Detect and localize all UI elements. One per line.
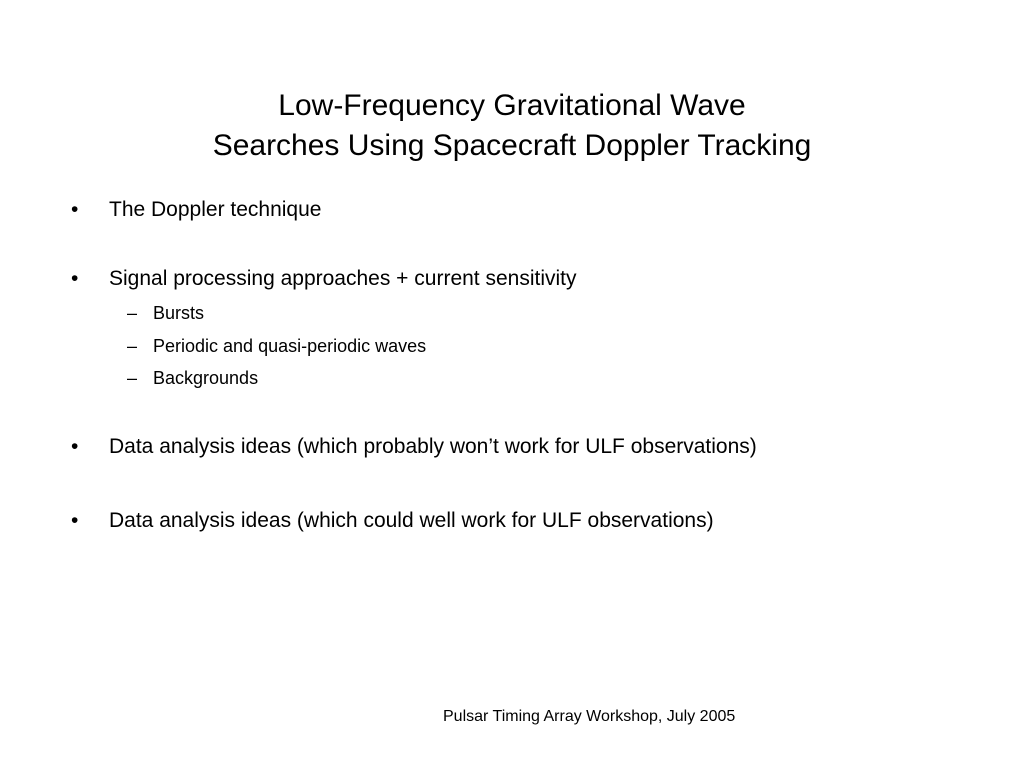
bullet-marker: •	[71, 267, 79, 290]
dash-marker: –	[127, 336, 138, 356]
bullet-text: Data analysis ideas (which probably won’t work for ULF observations)	[109, 435, 757, 458]
title-line-2: Searches Using Spacecraft Doppler Tracking	[212, 129, 812, 162]
bullet-marker: •	[71, 198, 79, 221]
title-line-1: Low-Frequency Gravitational Wave	[278, 89, 746, 122]
bullet-text: Data analysis ideas (which could well work for ULF observations)	[109, 509, 714, 532]
bullet-text: Signal processing approaches + current sensitivity	[109, 267, 577, 290]
bullet-marker: •	[71, 509, 79, 532]
bullet-marker: •	[71, 435, 79, 458]
sub-bullet-text: Bursts	[153, 303, 205, 323]
slide-footer: Pulsar Timing Array Workshop, July 2005	[443, 708, 736, 725]
dash-marker: –	[127, 368, 138, 388]
sub-bullet-text: Periodic and quasi-periodic waves	[153, 336, 427, 356]
slide-title	[0, 86, 1024, 166]
dash-marker: –	[127, 303, 138, 323]
sub-bullet-text: Backgrounds	[153, 368, 259, 388]
bullet-text: The Doppler technique	[109, 198, 322, 221]
